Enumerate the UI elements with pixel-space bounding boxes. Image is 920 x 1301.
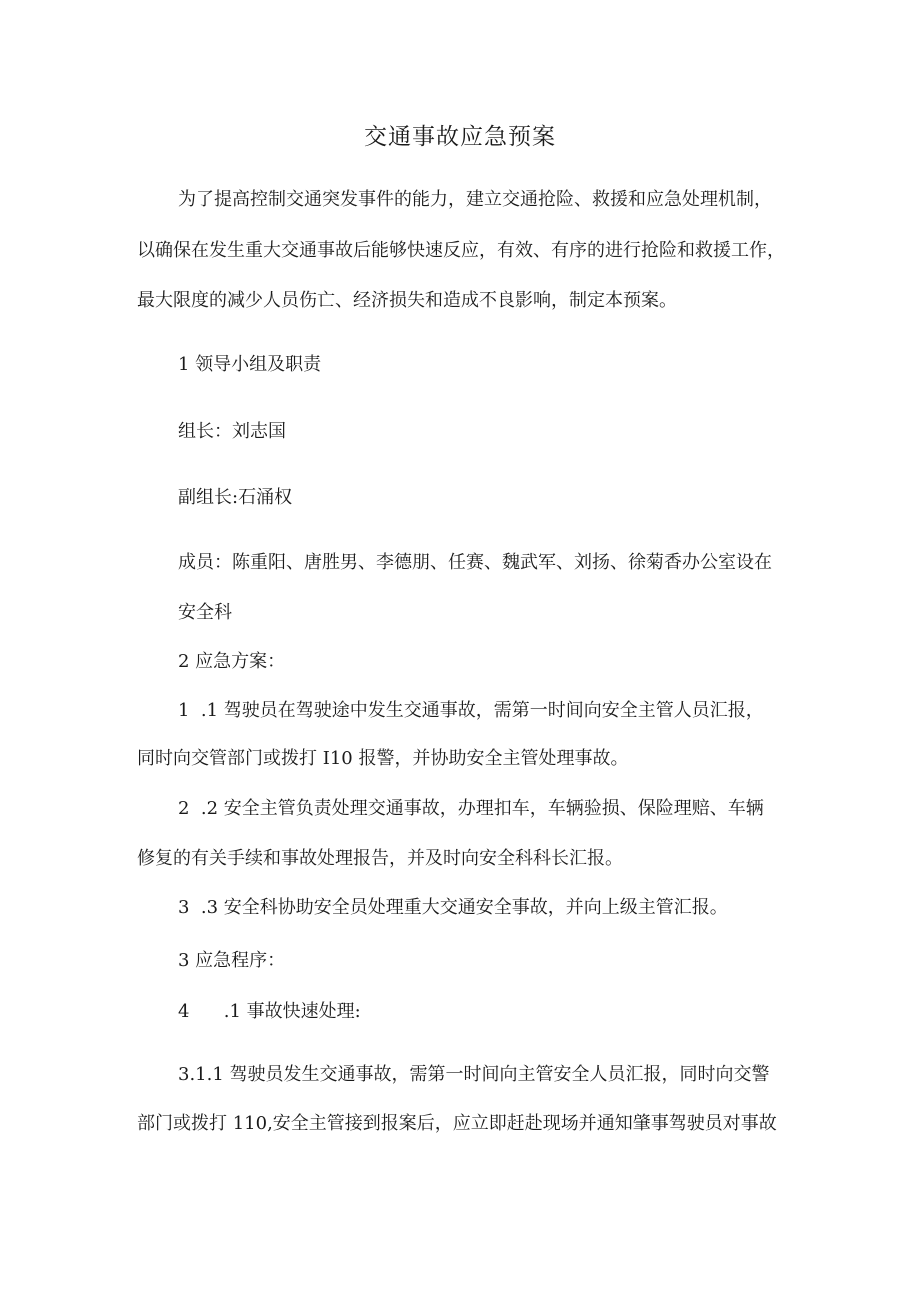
section1-members-line-1: 成员：陈重阳、唐胜男、李德朋、任赛、魏武军、刘扬、徐菊香办公室设在 xyxy=(178,552,772,573)
section1-heading: 1 领导小组及职责 xyxy=(178,354,322,375)
intro-line-2: 以确保在发生重大交通事故后能够快速反应，有效、有序的进行抢险和救援工作， xyxy=(137,240,785,261)
section2-item1-line-1: 1 .1 驾驶员在驾驶途中发生交通事故，需第一时间向安全主管人员汇报， xyxy=(178,700,764,721)
section2-heading: 2 应急方案： xyxy=(178,651,286,672)
section3-item1-line-1: 3.1.1 驾驶员发生交通事故，需第一时间向主管安全人员汇报，同时向交警 xyxy=(178,1064,770,1085)
section1-leader: 组长：刘志国 xyxy=(178,421,286,442)
section3-sub1: 4 .1 事故快速处理: xyxy=(178,1001,361,1022)
section2-item3-line-1: 3 .3 安全科协助安全员处理重大交通安全事故，并向上级主管汇报。 xyxy=(178,897,728,918)
intro-line-1: 为了提高控制交通突发事件的能力，建立交通抢险、救援和应急处理机制， xyxy=(178,189,772,210)
section1-members-line-2: 安全科 xyxy=(178,602,232,623)
section1-deputy: 副组长:石涌权 xyxy=(178,487,293,508)
section2-item2-line-1: 2 .2 安全主管负责处理交通事故，办理扣车，车辆验损、保险理赔、车辆 xyxy=(178,798,764,819)
document-title: 交通事故应急预案 xyxy=(364,124,556,150)
intro-line-3: 最大限度的减少人员伤亡、经济损失和造成不良影响，制定本预案。 xyxy=(137,290,677,311)
section2-item1-line-2: 同时向交管部门或拨打 I10 报警，并协助安全主管处理事故。 xyxy=(137,748,629,769)
section2-item2-line-2: 修复的有关手续和事故处理报告，并及时向安全科科长汇报。 xyxy=(137,848,623,869)
section3-heading: 3 应急程序： xyxy=(178,950,286,971)
section3-item1-line-2: 部门或拨打 110,安全主管接到报案后，应立即赶赴现场并通知肇事驾驶员对事故 xyxy=(137,1113,777,1134)
